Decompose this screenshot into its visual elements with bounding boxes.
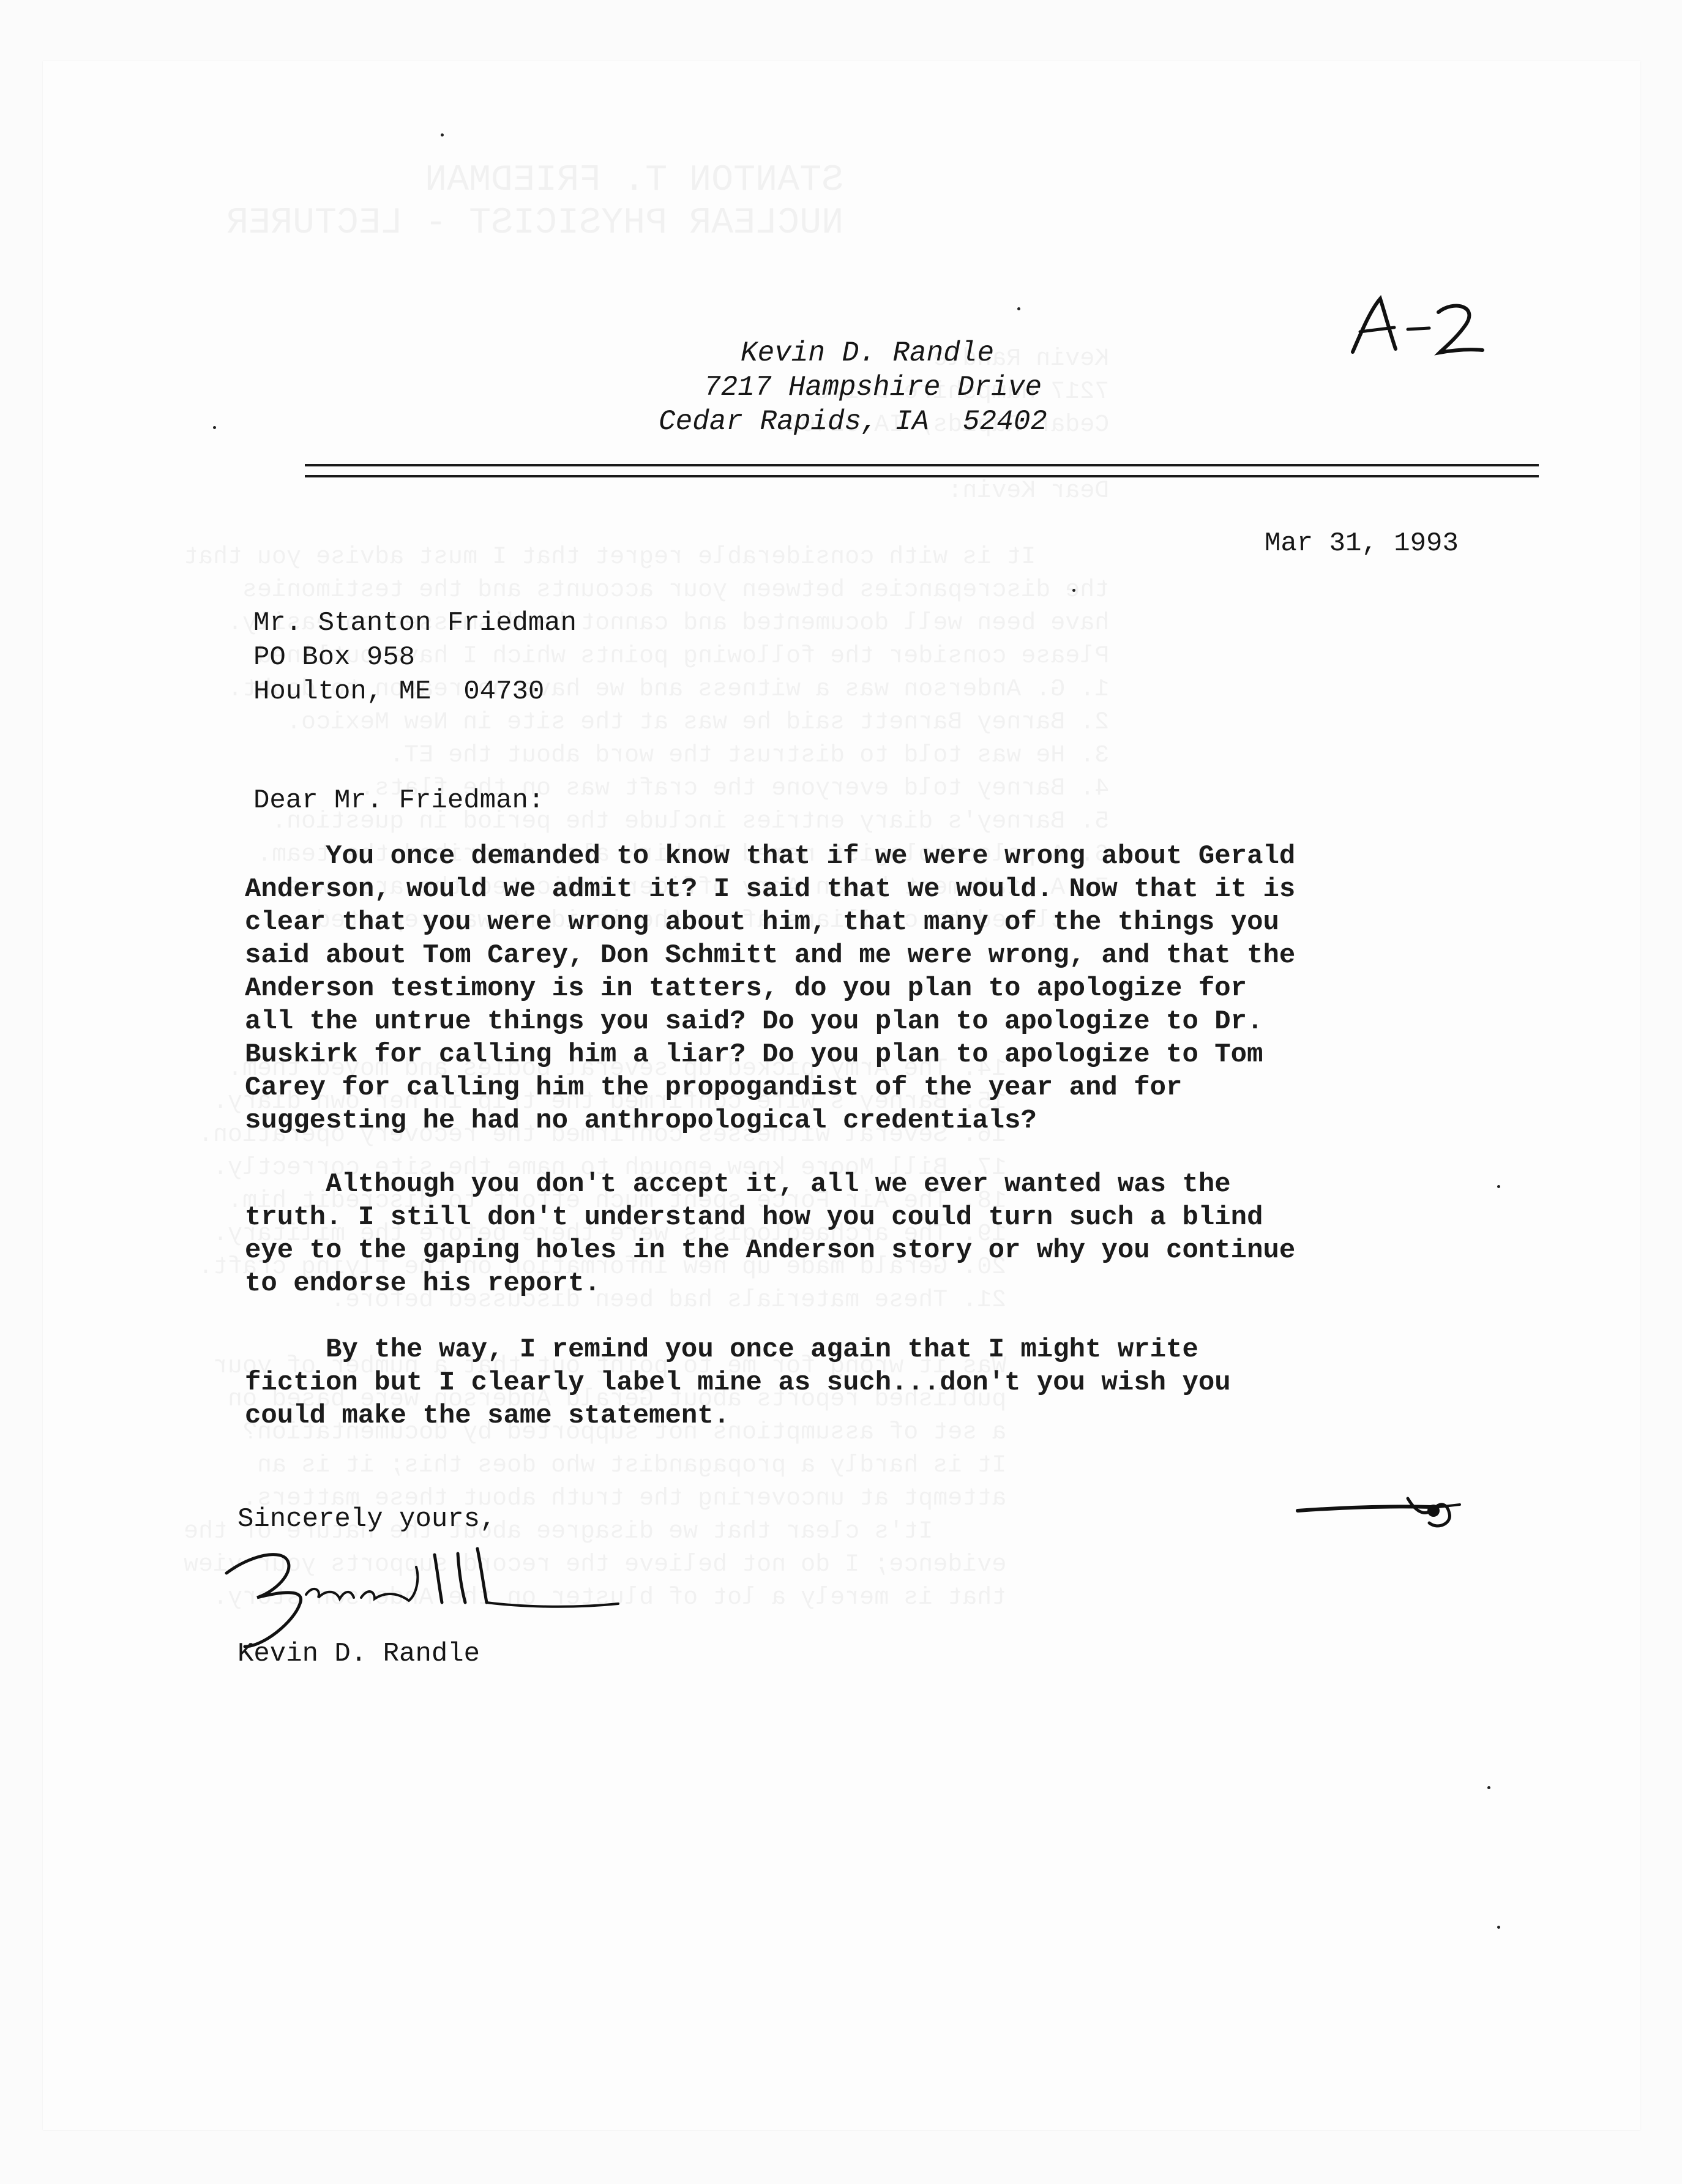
paragraph-line: Carey for calling him the propogandist of the year and for: [245, 1072, 1183, 1103]
pen-scribble-mark: [1291, 1480, 1469, 1541]
paragraph-line: said about Tom Carey, Don Schmitt and me were wrong, and that the: [245, 940, 1296, 971]
paragraph-line: eye to the gaping holes in the Anderson story or why you continue: [245, 1235, 1296, 1266]
speck: [1072, 589, 1075, 592]
speck: [1497, 1926, 1500, 1929]
paragraph-line: clear that you were wrong about him, that many of the things you: [245, 907, 1279, 938]
paragraph-line: fiction but I clearly label mine as such...don't you wish you: [245, 1367, 1231, 1398]
paragraph-line: Anderson, would we admit it? I said that we would. Now that it is: [245, 874, 1296, 905]
paragraph-line: By the way, I remind you once again that I might write: [245, 1334, 1198, 1365]
letterhead-name: Kevin D. Randle: [741, 337, 995, 369]
paragraph-2: [245, 1168, 1295, 1300]
bleed-through-letterhead: [226, 159, 843, 245]
paragraph-line: Anderson testimony is in tatters, do you plan to apologize for: [245, 973, 1247, 1004]
salutation: Dear Mr. Friedman:: [253, 785, 545, 816]
letterhead-divider: [305, 464, 1539, 477]
letterhead-city: Cedar Rapids, IA 52402: [659, 406, 1047, 438]
paragraph-line: to endorse his report.: [245, 1268, 600, 1299]
handwritten-signature: [214, 1530, 630, 1653]
paragraph-line: Although you don't accept it, all we ever wanted was the: [245, 1169, 1231, 1200]
paragraph-line: all the untrue things you said? Do you plan to apologize to Dr.: [245, 1006, 1263, 1037]
speck: [1487, 1786, 1490, 1789]
recipient-city: Houlton, ME 04730: [253, 676, 545, 707]
speck: [441, 133, 444, 136]
closing: Sincerely yours,: [237, 1504, 496, 1535]
paragraph-1: [245, 840, 1295, 1137]
recipient-name: Mr. Stanton Friedman: [253, 608, 577, 638]
handwritten-page-mark: [1347, 294, 1487, 361]
letter-sheet: [43, 61, 1640, 2130]
paragraph-line: You once demanded to know that if we were wrong about Gerald: [245, 841, 1296, 872]
paragraph-line: could make the same statement.: [245, 1401, 730, 1431]
letter-date: Mar 31, 1993: [1265, 528, 1459, 559]
paragraph-line: truth. I still don't understand how you could turn such a blind: [245, 1202, 1263, 1233]
speck: [1497, 1185, 1500, 1188]
signature-name: Kevin D. Randle: [237, 1639, 480, 1669]
paragraph-3: [245, 1333, 1231, 1432]
recipient-box: PO Box 958: [253, 642, 416, 673]
speck: [213, 426, 216, 429]
paragraph-line: suggesting he had no anthropological credentials?: [245, 1105, 1037, 1136]
paragraph-line: Buskirk for calling him a liar? Do you plan to apologize to Tom: [245, 1039, 1263, 1070]
speck: [1017, 307, 1020, 310]
letterhead-street: 7217 Hampshire Drive: [704, 372, 1042, 403]
